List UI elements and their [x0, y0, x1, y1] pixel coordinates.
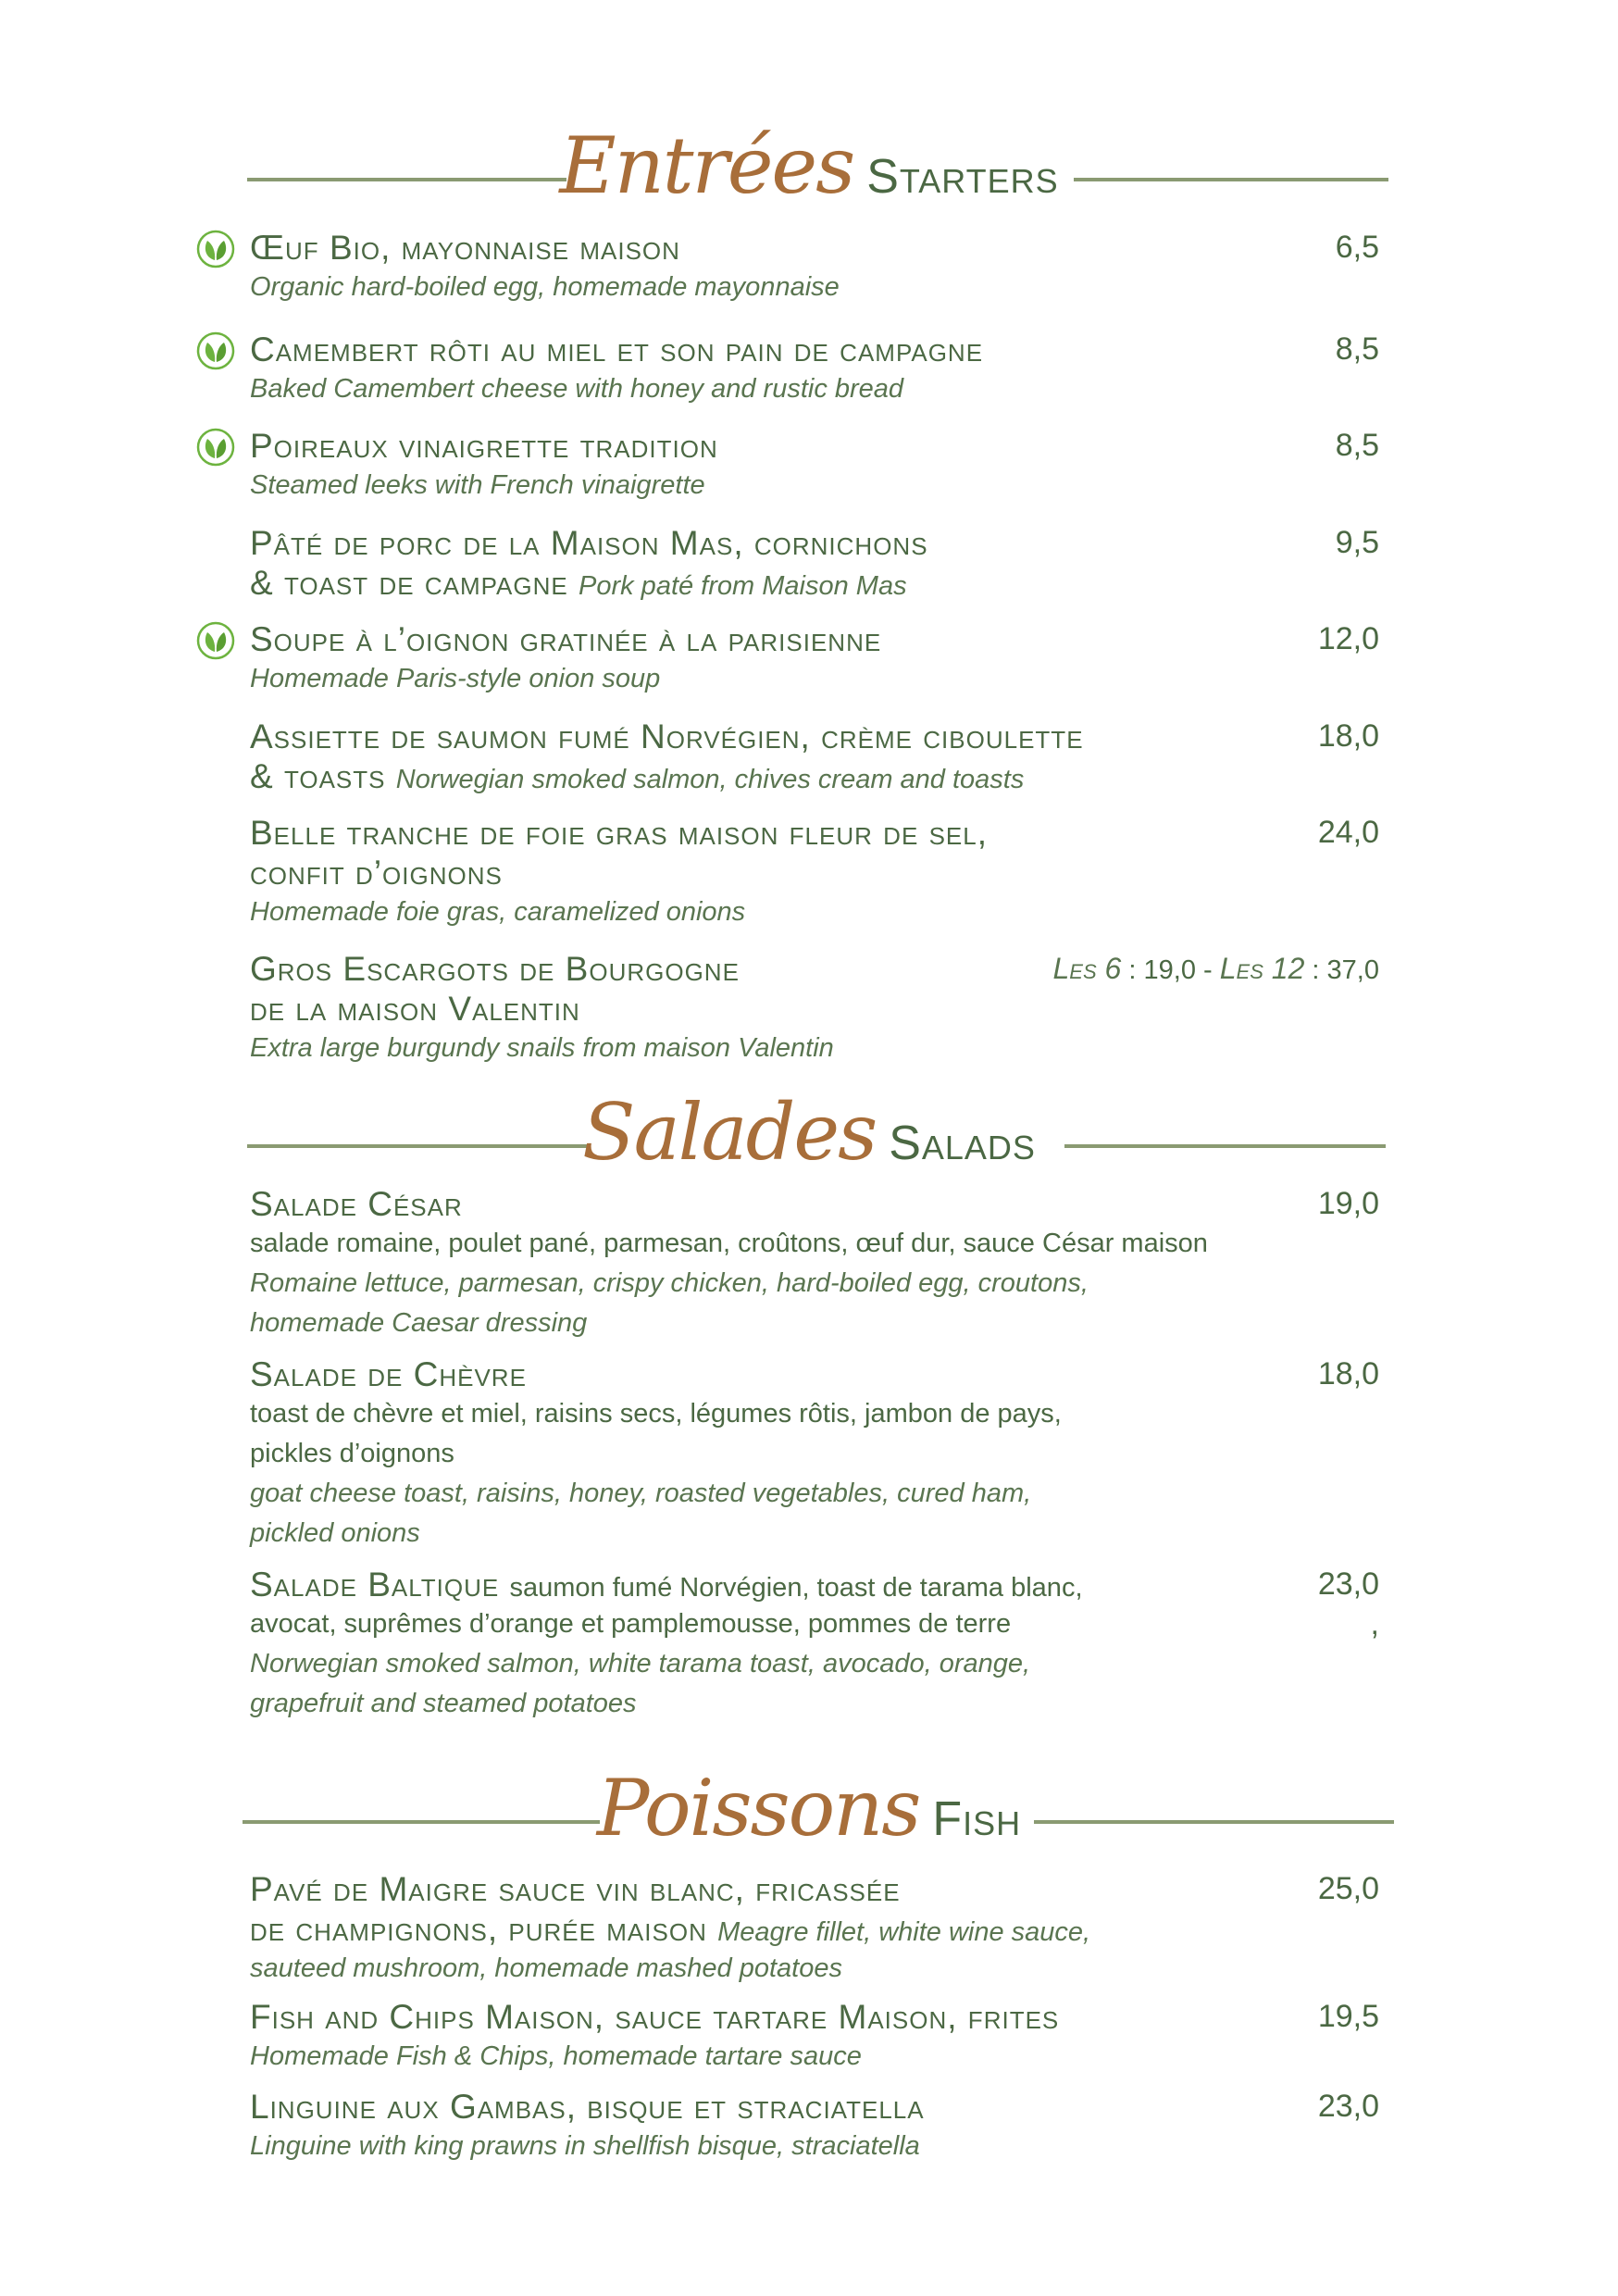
item-price: 12,0: [1317, 621, 1379, 656]
section-title-script: Entrées: [559, 120, 854, 211]
item-line: [250, 1997, 1379, 2037]
menu-item: [250, 228, 1379, 307]
item-price: 25,0: [1317, 1871, 1379, 1906]
item-line: [250, 717, 1379, 756]
item-name: confit d’oignons: [250, 854, 503, 892]
item-line: [250, 1354, 1379, 1394]
item-line: [250, 330, 1379, 369]
item-line: [250, 1304, 1379, 1343]
item-line: [250, 1184, 1379, 1224]
item-description-en: Homemade Fish & Chips, homemade tartare sauce: [250, 2041, 862, 2071]
item-line: [250, 892, 1379, 932]
item-line: [250, 2127, 1379, 2166]
item-line: [250, 1394, 1379, 1434]
item-line: [250, 466, 1379, 505]
menu-item: [250, 1565, 1379, 1724]
item-price: 19,0: [1317, 1186, 1379, 1221]
item-name: & toast de campagne: [250, 564, 579, 602]
item-line: [250, 1869, 1379, 1909]
item-line: [250, 426, 1379, 466]
item-line: [250, 949, 1379, 989]
item-line: [250, 268, 1379, 307]
item-name: Poireaux vinaigrette tradition: [250, 427, 718, 465]
price-part: : 19,0 -: [1121, 955, 1220, 985]
item-name: Œuf Bio, mayonnaise maison: [250, 229, 680, 267]
item-line: [250, 1565, 1379, 1604]
item-name: Assiette de saumon fumé Norvégien, crème ciboulette: [250, 718, 1084, 755]
menu-item: [250, 1184, 1379, 1343]
item-name: Pâté de porc de la Maison Mas, cornichons: [250, 524, 928, 562]
item-name: de champignons, purée maison: [250, 1910, 718, 1948]
menu-item: [250, 619, 1379, 699]
item-price: [1053, 949, 1380, 991]
item-line: [250, 369, 1379, 409]
section-title-english: Salads: [889, 1117, 1036, 1170]
item-line: [250, 1684, 1379, 1724]
menu-item: [250, 1869, 1379, 1989]
menu-item: [250, 426, 1379, 505]
item-name: Gros Escargots de Bourgogne: [250, 950, 740, 988]
item-line: [250, 228, 1379, 268]
menu-item: [250, 717, 1379, 796]
item-name: Pavé de Maigre sauce vin blanc, fricassée: [250, 1870, 901, 1908]
item-description-en: Extra large burgundy snails from maison Valentin: [250, 1033, 834, 1063]
item-description-en: Homemade foie gras, caramelized onions: [250, 897, 746, 927]
item-line: [250, 1029, 1379, 1068]
price-part: : 37,0: [1304, 955, 1379, 985]
item-description-en: grapefruit and steamed potatoes: [250, 1689, 637, 1718]
item-line: [250, 813, 1379, 853]
item-line: [250, 1644, 1379, 1684]
menu-item: [250, 330, 1379, 409]
item-name: Linguine aux Gambas, bisque et straciatella: [250, 2088, 925, 2126]
item-line: [250, 563, 1379, 603]
menu-item: [250, 523, 1379, 603]
price-part: Les 12: [1219, 952, 1305, 985]
item-line: [250, 1264, 1379, 1304]
item-line: [250, 523, 1379, 563]
item-name: Salade Baltique: [250, 1566, 510, 1603]
item-description-fr: pickles d’oignons: [250, 1439, 454, 1468]
item-price: 24,0: [1317, 815, 1379, 850]
item-description-en: Steamed leeks with French vinaigrette: [250, 470, 705, 500]
item-name: Fish and Chips Maison, sauce tartare Maison, frites: [250, 1998, 1060, 2036]
item-name: Belle tranche de foie gras maison fleur de sel,: [250, 814, 989, 852]
item-description-en: Romaine lettuce, parmesan, crispy chicken, hard-boiled egg, croutons,: [250, 1268, 1089, 1298]
vegetarian-leaf-icon: [196, 230, 235, 268]
item-name: & toasts: [250, 757, 396, 795]
item-price: 6,5: [1335, 230, 1379, 265]
item-description-en: Linguine with king prawns in shellfish bisque, straciatella: [250, 2131, 920, 2161]
item-description-en: Norwegian smoked salmon, chives cream and toasts: [395, 765, 1025, 794]
menu-item: [250, 949, 1379, 1068]
item-line: [250, 1604, 1379, 1644]
item-price: 18,0: [1317, 1356, 1379, 1391]
menu-item: [250, 1354, 1379, 1554]
section-title-script: Salades: [582, 1087, 877, 1178]
item-description-en: Meagre fillet, white wine sauce,: [717, 1917, 1091, 1947]
item-description-en: homemade Caesar dressing: [250, 1308, 588, 1338]
item-line: [250, 2087, 1379, 2127]
price-part: Les 6: [1052, 952, 1122, 985]
section-header: [0, 120, 1618, 231]
section-header: [0, 1763, 1618, 1874]
vegetarian-leaf-icon: [196, 331, 235, 370]
item-description-fr: saumon fumé Norvégien, toast de tarama blanc,: [509, 1573, 1083, 1603]
item-line: [250, 853, 1379, 892]
menu-item: [250, 813, 1379, 932]
menu-item: [250, 1997, 1379, 2077]
item-line: [250, 1474, 1379, 1514]
item-price: 23,0: [1317, 2089, 1379, 2124]
section-title: [0, 1763, 1618, 1853]
item-description-en: pickled onions: [250, 1518, 420, 1548]
section-title-english: Fish: [932, 1792, 1022, 1846]
item-line: [250, 1224, 1379, 1264]
item-price: 19,5: [1317, 1999, 1379, 2034]
item-description-en: Homemade Paris-style onion soup: [250, 664, 661, 693]
item-price-mark: ,: [1370, 1606, 1379, 1641]
menu-item: [250, 2087, 1379, 2166]
item-price: 8,5: [1335, 428, 1379, 463]
item-line: [250, 756, 1379, 796]
item-line: [250, 619, 1379, 659]
item-description-en: sauteed mushroom, homemade mashed potatoes: [250, 1953, 842, 1983]
section-title: [0, 120, 1618, 211]
item-line: [250, 1949, 1379, 1989]
item-name: Salade César: [250, 1185, 463, 1223]
item-description-en: Organic hard-boiled egg, homemade mayonnaise: [250, 272, 840, 302]
item-description-en: Pork paté from Maison Mas: [579, 571, 907, 601]
item-price: 9,5: [1335, 525, 1379, 560]
item-line: [250, 659, 1379, 699]
item-name: Soupe à l’oignon gratinée à la parisienne: [250, 620, 882, 658]
item-description-fr: avocat, suprêmes d’orange et pamplemousse, pommes de terre: [250, 1609, 1012, 1639]
section-title: [0, 1087, 1618, 1178]
item-line: [250, 1909, 1379, 1949]
item-description-fr: salade romaine, poulet pané, parmesan, croûtons, œuf dur, sauce César maison: [250, 1229, 1208, 1258]
item-line: [250, 1514, 1379, 1554]
item-description-en: Norwegian smoked salmon, white tarama toast, avocado, orange,: [250, 1649, 1031, 1678]
item-price: 8,5: [1335, 331, 1379, 367]
vegetarian-leaf-icon: [196, 428, 235, 467]
item-name: Salade de Chèvre: [250, 1355, 527, 1393]
item-description-fr: toast de chèvre et miel, raisins secs, légumes rôtis, jambon de pays,: [250, 1399, 1062, 1429]
item-price: 18,0: [1317, 718, 1379, 754]
section-title-english: Starters: [866, 150, 1059, 204]
item-description-en: goat cheese toast, raisins, honey, roasted vegetables, cured ham,: [250, 1479, 1032, 1508]
item-line: [250, 1434, 1379, 1474]
item-price: 23,0: [1317, 1566, 1379, 1602]
section-header: [0, 1087, 1618, 1198]
vegetarian-leaf-icon: [196, 621, 235, 660]
item-line: [250, 989, 1379, 1029]
item-name: de la maison Valentin: [250, 990, 580, 1028]
item-description-en: Baked Camembert cheese with honey and rustic bread: [250, 374, 904, 404]
section-title-script: Poissons: [596, 1763, 920, 1853]
item-name: Camembert rôti au miel et son pain de campagne: [250, 331, 984, 368]
item-line: [250, 2037, 1379, 2077]
